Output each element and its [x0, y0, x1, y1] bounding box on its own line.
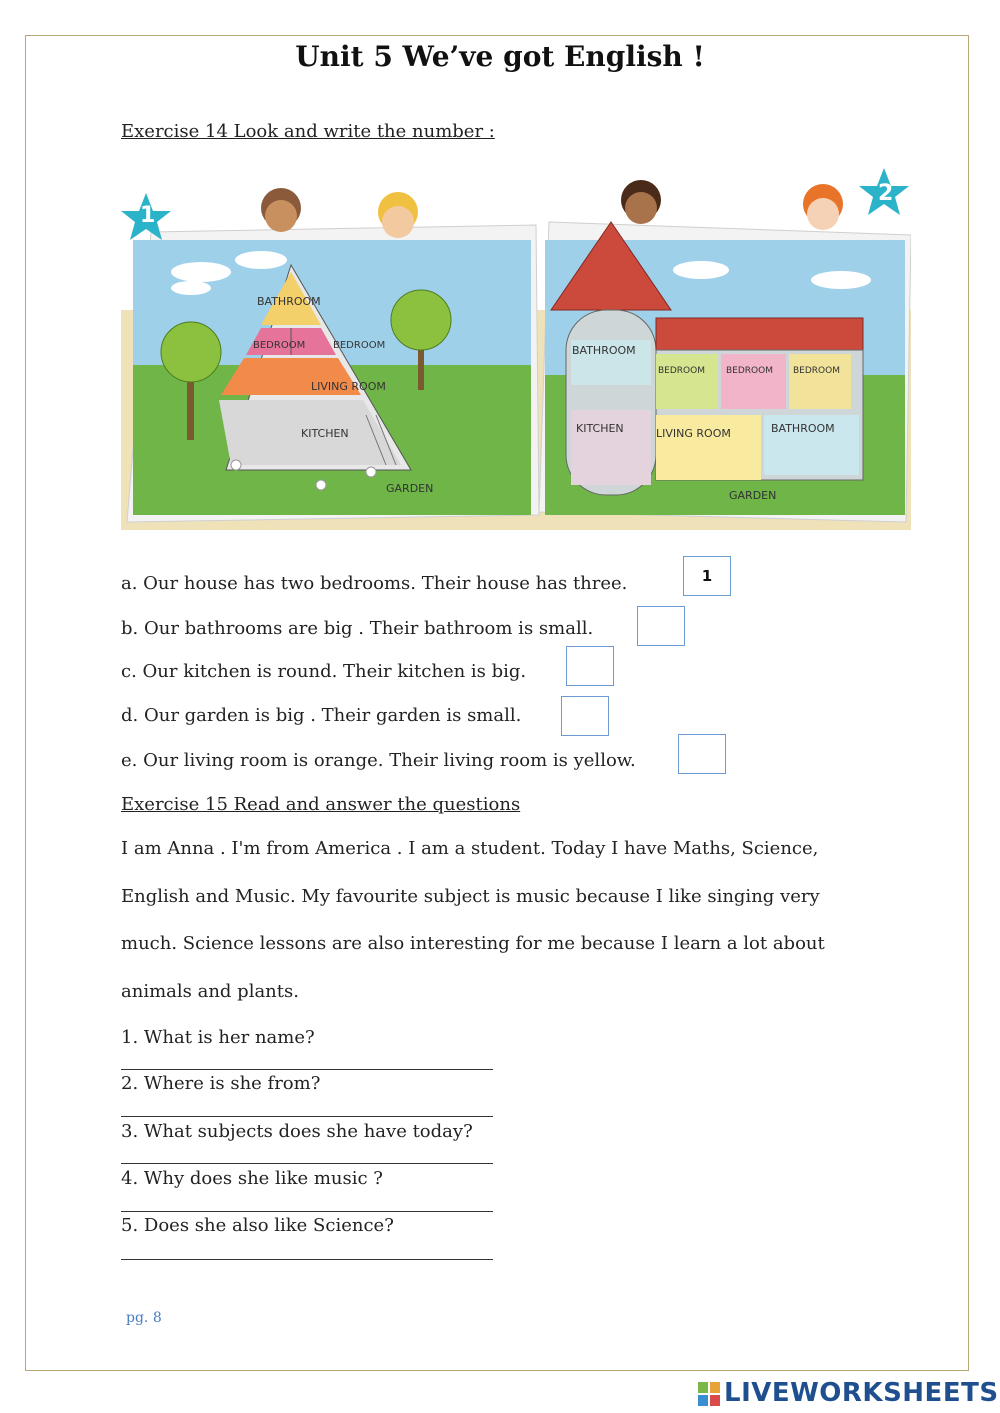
brand-logo[interactable]: [698, 1378, 999, 1408]
answer-line-4[interactable]: [121, 1211, 493, 1212]
house1-label-living-room: LIVING ROOM: [311, 380, 386, 393]
poster-2: [539, 222, 911, 522]
brand-name: LIVEWORKSHEETS: [724, 1378, 999, 1408]
sentence-a: a. Our house has two bedrooms. Their house has three.: [121, 573, 628, 594]
house2-label-bathroom-2: BATHROOM: [771, 422, 835, 435]
house1-label-bedroom-2: BEDROOM: [333, 340, 386, 351]
question-3: 3. What subjects does she have today?: [121, 1121, 473, 1142]
passage-line: English and Music. My favourite subject is music because I like singing very: [121, 885, 820, 907]
house2-label-bedroom-1: BEDROOM: [658, 366, 705, 376]
answer-box-a[interactable]: 1: [683, 556, 731, 596]
house1-label-bathroom: BATHROOM: [257, 295, 321, 308]
houses-illustration: [121, 160, 911, 530]
house1-label-bedroom-1: BEDROOM: [253, 340, 306, 351]
house2-label-bedroom-2: BEDROOM: [726, 366, 773, 376]
answer-line-2[interactable]: [121, 1116, 493, 1117]
badge-2-number: 2: [878, 181, 894, 206]
answer-box-b[interactable]: [637, 606, 685, 646]
reading-passage: [121, 825, 901, 1015]
answer-line-3[interactable]: [121, 1163, 493, 1164]
exercise-14-heading: Exercise 14 Look and write the number :: [121, 121, 495, 142]
house2-label-bedroom-3: BEDROOM: [793, 366, 840, 376]
passage-line: much. Science lessons are also interesting for me because I learn a lot about: [121, 933, 825, 954]
badge-1-number: 1: [140, 203, 156, 228]
house1-label-kitchen: KITCHEN: [301, 427, 349, 440]
house2-label-living-room: LIVING ROOM: [656, 427, 731, 440]
house2-label-bathroom-1: BATHROOM: [572, 344, 636, 357]
sentence-b: b. Our bathrooms are big . Their bathroom is small.: [121, 618, 594, 639]
page-number: pg. 8: [126, 1310, 162, 1326]
passage-line: I am Anna . I'm from America . I am a student. Today I have Maths, Science,: [121, 838, 819, 859]
sentence-d: d. Our garden is big . Their garden is small.: [121, 705, 522, 726]
sentence-e: e. Our living room is orange. Their living room is yellow.: [121, 750, 636, 771]
passage-line: animals and plants.: [121, 980, 299, 1002]
liveworksheets-icon: [698, 1382, 720, 1406]
answer-box-c[interactable]: [566, 646, 614, 686]
page-title: Unit 5 We’ve got English !: [295, 40, 705, 73]
answer-box-d[interactable]: [561, 696, 609, 736]
answer-line-5[interactable]: [121, 1259, 493, 1260]
house2-label-kitchen: KITCHEN: [576, 422, 624, 435]
exercise-15-heading: Exercise 15 Read and answer the questions: [121, 794, 521, 815]
question-2: 2. Where is she from?: [121, 1073, 321, 1094]
sentence-c: c. Our kitchen is round. Their kitchen is big.: [121, 661, 527, 682]
question-5: 5. Does she also like Science?: [121, 1215, 394, 1236]
question-4: 4. Why does she like music ?: [121, 1168, 383, 1189]
answer-box-e[interactable]: [678, 734, 726, 774]
poster-1: [127, 225, 539, 522]
answer-line-1[interactable]: [121, 1069, 493, 1070]
house2-label-garden: GARDEN: [729, 489, 777, 502]
house1-label-garden: GARDEN: [386, 482, 434, 495]
question-1: 1. What is her name?: [121, 1027, 315, 1048]
